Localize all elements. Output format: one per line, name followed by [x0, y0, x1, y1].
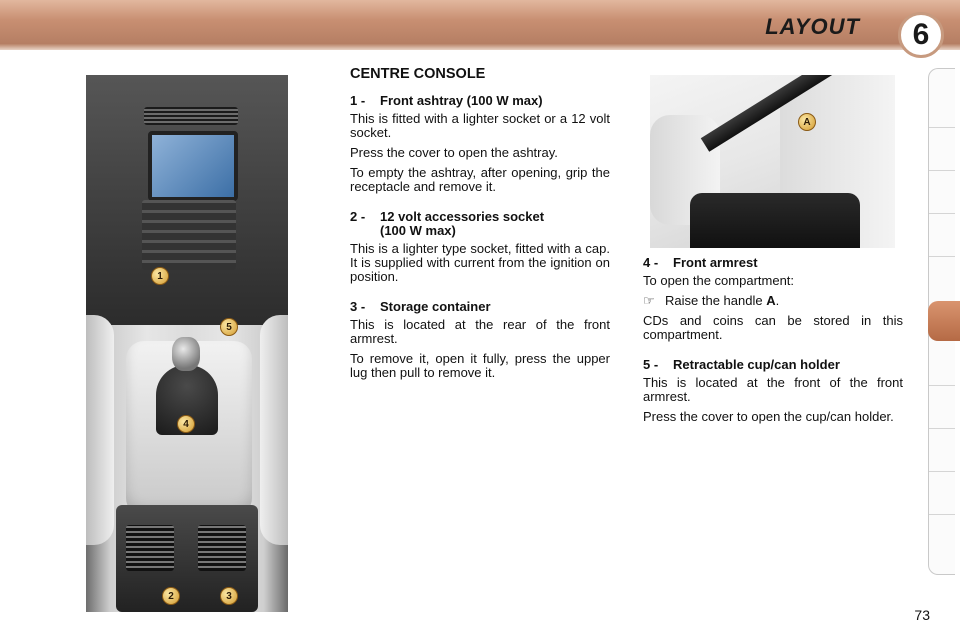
item-3-number: 3 - — [350, 299, 366, 314]
callout-3: 3 — [220, 587, 238, 605]
item-1-paragraph-2: Press the cover to open the ashtray. — [350, 145, 558, 160]
item-2-number: 2 - — [350, 209, 366, 224]
item-3-title — [350, 300, 610, 314]
item-4-title — [643, 256, 903, 270]
callout-4: 4 — [177, 415, 195, 433]
navigation-screen — [148, 131, 238, 201]
item-3-paragraph-2: To remove it, open it fully, press the upper lug then pull to remove it. — [350, 351, 610, 380]
item-4-intro: To open the compartment: — [643, 273, 795, 288]
right-text-column — [643, 256, 903, 430]
chapter-title: LAYOUT — [765, 14, 860, 39]
tab-divider — [929, 213, 955, 214]
chapter-number-badge: 6 — [898, 12, 944, 58]
tab-divider — [929, 471, 955, 472]
tab-divider — [929, 428, 955, 429]
item-1-number: 1 - — [350, 93, 366, 108]
gear-knob — [172, 337, 200, 371]
item-4-number: 4 - — [643, 255, 659, 270]
item-3-paragraph-1: This is located at the rear of the front armrest. — [350, 317, 610, 346]
callout-2: 2 — [162, 587, 180, 605]
item-1-title-text: Front ashtray (100 W max) — [380, 93, 543, 108]
middle-text-column — [350, 67, 610, 386]
item-4-title-text: Front armrest — [673, 255, 758, 270]
left-seat — [86, 315, 114, 545]
item-5-title-text: Retractable cup/can holder — [673, 357, 840, 372]
item-4-bullet — [643, 294, 903, 308]
item-2-title — [350, 210, 610, 238]
callout-a: A — [798, 113, 816, 131]
rear-vent-left — [126, 525, 174, 571]
rear-vent-right — [198, 525, 246, 571]
item-4-bullet-bold: A — [766, 293, 776, 308]
item-1-paragraph-3: To empty the ashtray, after opening, grip the receptacle and remove it. — [350, 165, 610, 194]
item-1-title — [350, 94, 610, 108]
item-3-title-text: Storage container — [380, 299, 491, 314]
right-seat — [260, 315, 288, 545]
item-4-bullet-end: . — [775, 293, 780, 308]
chapter-header — [0, 0, 960, 50]
item-4-paragraph-1: CDs and coins can be stored in this compartment. — [643, 313, 903, 342]
item-4-bullet-text: Raise the handle — [665, 293, 763, 308]
dash-vent-right — [186, 107, 238, 125]
dashboard-panel — [86, 75, 288, 325]
callout-5: 5 — [220, 318, 238, 336]
tab-divider — [929, 385, 955, 386]
audio-controls — [142, 200, 236, 270]
item-5-title — [643, 358, 903, 372]
item-2-paragraph-1: This is a lighter type socket, fitted with a cap. It is supplied with current from the ignition on position. — [350, 241, 610, 284]
front-armrest-photo — [650, 75, 895, 248]
item-5-paragraph-1: This is located at the front of the front armrest. — [643, 375, 903, 404]
page-number: 73 — [914, 607, 930, 623]
item-2-title-line2: (100 W max) — [380, 223, 456, 238]
tab-divider — [929, 514, 955, 515]
tab-divider — [929, 170, 955, 171]
item-1-paragraph-1: This is fitted with a lighter socket or a 12 volt socket. — [350, 111, 610, 140]
tab-divider — [929, 127, 955, 128]
armrest-compartment — [690, 193, 860, 248]
active-chapter-tab[interactable] — [928, 301, 960, 341]
centre-console-photo — [86, 75, 288, 612]
item-5-paragraph-2: Press the cover to open the cup/can holder. — [643, 409, 894, 424]
callout-1: 1 — [151, 267, 169, 285]
pointing-hand-icon: ☞ — [643, 293, 655, 308]
section-heading: CENTRE CONSOLE — [350, 66, 486, 82]
item-5-number: 5 - — [643, 357, 659, 372]
item-2-title-line1: 12 volt accessories socket — [380, 209, 545, 224]
header-shadow — [0, 44, 960, 50]
tab-divider — [929, 256, 955, 257]
